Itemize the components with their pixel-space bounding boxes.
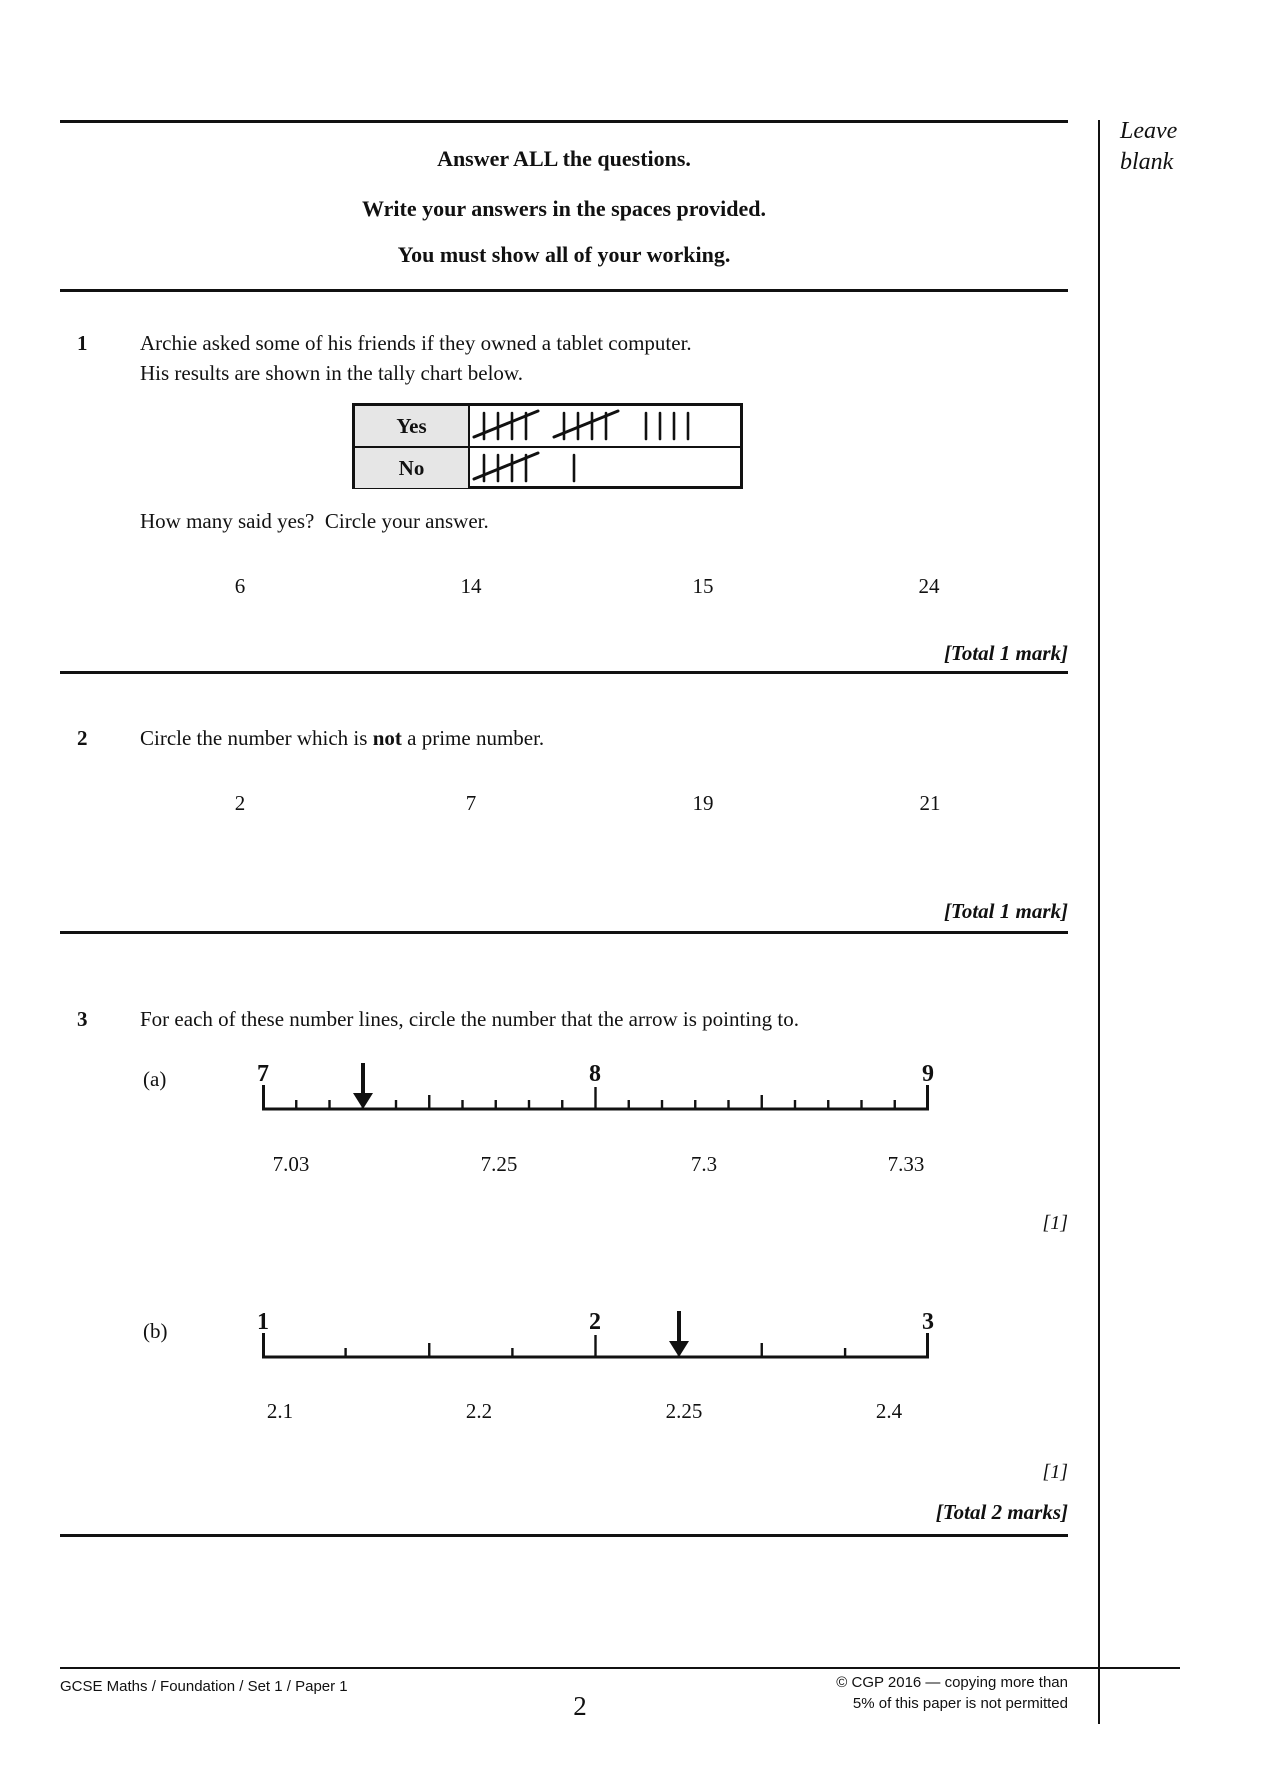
q2-option-2[interactable]: 2 — [234, 791, 246, 815]
q1-total-marks: [Total 1 mark] — [943, 641, 1068, 665]
q3b-part-label: (b) — [143, 1319, 168, 1343]
leave-blank-label: Leave blank — [1120, 118, 1178, 175]
tally-marks-no-drawing — [470, 448, 740, 488]
q3-divider — [60, 1534, 1068, 1537]
q3a-axis-label-9: 9 — [922, 1061, 934, 1087]
q1-option-6[interactable]: 6 — [234, 574, 246, 598]
q3a-mark: [1] — [1042, 1212, 1068, 1234]
q2-text-before: Circle the number which is — [140, 726, 373, 750]
header-bottom-rule — [60, 289, 1068, 292]
question-2-number: 2 — [77, 726, 88, 750]
q3b-option-2.4[interactable]: 2.4 — [875, 1399, 903, 1423]
q2-option-21[interactable]: 21 — [919, 791, 941, 815]
question-2-text — [140, 726, 544, 751]
q3a-axis-label-7: 7 — [257, 1061, 269, 1087]
q2-option-7[interactable]: 7 — [465, 791, 477, 815]
q3a-arrow-head — [353, 1093, 373, 1109]
q3a-axis-label-8: 8 — [589, 1061, 601, 1087]
q2-text-after: a prime number. — [401, 726, 545, 750]
q3a-part-label: (a) — [143, 1067, 167, 1091]
q3-total-marks: [Total 2 marks] — [935, 1500, 1068, 1524]
question-1-text-line2: His results are shown in the tally chart below. — [140, 361, 523, 385]
q3b-option-2.25[interactable]: 2.25 — [665, 1399, 703, 1423]
question-1-number: 1 — [77, 331, 88, 355]
q2-total-marks: [Total 1 mark] — [943, 899, 1068, 923]
tally-label-no: No — [355, 448, 470, 488]
footer-rule — [60, 1667, 1180, 1669]
page-number: 2 — [573, 1691, 587, 1721]
q3b-option-2.2[interactable]: 2.2 — [465, 1399, 493, 1423]
instruction-line-2: Write your answers in the spaces provided. — [362, 196, 766, 221]
footer-paper-id: GCSE Maths / Foundation / Set 1 / Paper 1 — [60, 1678, 348, 1695]
footer-copyright-line1: © CGP 2016 — copying more than — [836, 1674, 1068, 1691]
q3a-option-7.33[interactable]: 7.33 — [887, 1152, 925, 1176]
tally-row-yes — [355, 406, 740, 448]
question-1-text-line1: Archie asked some of his friends if they owned a tablet computer. — [140, 331, 692, 355]
q2-option-19[interactable]: 19 — [692, 791, 714, 815]
tally-label-yes: Yes — [355, 406, 470, 446]
tally-marks-no — [470, 448, 740, 488]
q3a-option-7.25[interactable]: 7.25 — [480, 1152, 518, 1176]
footer-copyright-line2: 5% of this paper is not permitted — [852, 1695, 1068, 1712]
header-top-rule — [60, 120, 1068, 123]
tally-marks-yes-drawing — [470, 406, 740, 446]
instruction-line-3: You must show all of your working. — [397, 242, 731, 267]
q3b-option-2.1[interactable]: 2.1 — [266, 1399, 294, 1423]
tally-row-no — [355, 448, 740, 488]
q3a-option-7.3[interactable]: 7.3 — [690, 1152, 718, 1176]
q2-divider — [60, 931, 1068, 934]
q3a-arrow-stem — [361, 1063, 365, 1095]
q3b-arrow-head — [669, 1341, 689, 1357]
question-3-text: For each of these number lines, circle the number that the arrow is pointing to. — [140, 1007, 799, 1031]
q3b-axis-label-2: 2 — [589, 1309, 601, 1335]
question-1-prompt: How many said yes? Circle your answer. — [140, 509, 489, 533]
q3b-number-line — [262, 1331, 930, 1359]
instruction-line-1: Answer ALL the questions. — [437, 146, 691, 171]
q3b-axis-label-1: 1 — [257, 1309, 269, 1335]
margin-vertical-rule — [1098, 120, 1100, 1724]
q3b-axis-label-3: 3 — [922, 1309, 934, 1335]
q3a-option-7.03[interactable]: 7.03 — [272, 1152, 310, 1176]
q3b-mark: [1] — [1042, 1461, 1068, 1483]
q2-text-not: not — [372, 726, 402, 750]
q1-option-15[interactable]: 15 — [692, 574, 714, 598]
q1-option-14[interactable]: 14 — [460, 574, 482, 598]
q1-divider — [60, 671, 1068, 674]
q1-option-24[interactable]: 24 — [918, 574, 940, 598]
tally-marks-yes — [470, 406, 740, 446]
tally-chart — [352, 403, 743, 489]
q3b-arrow-stem — [677, 1311, 681, 1343]
question-3-number: 3 — [77, 1007, 88, 1031]
